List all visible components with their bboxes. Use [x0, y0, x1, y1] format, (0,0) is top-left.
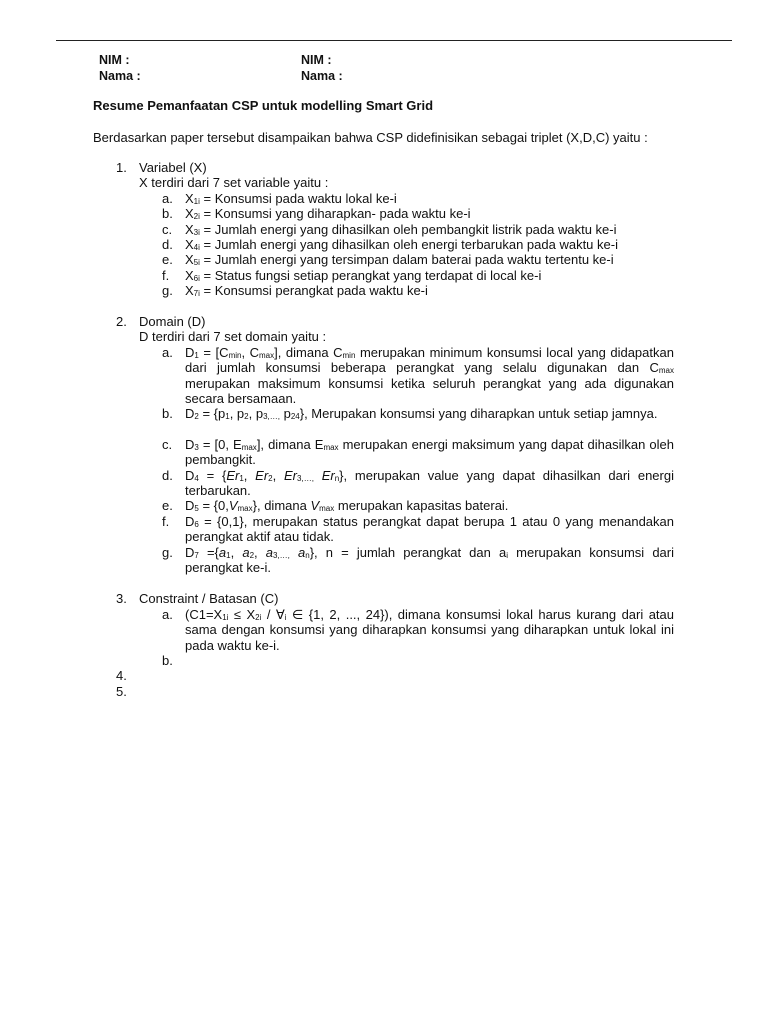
variable-item-letter: a. [162, 191, 173, 206]
domain-item-letter: c. [162, 437, 173, 452]
nim-label-1: NIM : [99, 53, 130, 67]
section-1-number: 1. [116, 160, 127, 175]
variable-item-text: $X_{6i}$ = Status fungsi setiap perangkat yang terdapat di local ke-i [185, 268, 542, 283]
variable-item-text: $X_{1i}$ = Konsumsi pada waktu lokal ke-i [185, 191, 397, 206]
section-2-number: 2. [116, 314, 127, 329]
section-1-desc: X terdiri dari 7 set variable yaitu : [139, 175, 329, 190]
domain-item-letter: f. [162, 514, 170, 529]
domain-item-text: $D_7 =\{a_1$, $a_2$, $a_{3,\dots,}$ $a_n$}, n = jumlah perangkat dan $a_i$ merupakan konsumsi dari perangkat ke-i. [185, 545, 674, 576]
nama-label-1: Nama : [99, 69, 141, 83]
domain-item-letter: a. [162, 345, 173, 360]
domain-item-letter: b. [162, 406, 173, 421]
variable-item-text: $X_{4i}$ = Jumlah energi yang dihasilkan oleh energi terbarukan pada waktu ke-i [185, 237, 618, 252]
nim-label-2: NIM : [301, 53, 332, 67]
variable-item-text: $X_{5i}$ = Jumlah energi yang tersimpan dalam baterai pada waktu tertentu ke-i [185, 252, 614, 267]
intro-paragraph: Berdasarkan paper tersebut disampaikan bahwa CSP didefinisikan sebagai triplet (X,D,C) yaitu : [93, 130, 648, 145]
section-3-number: 3. [116, 591, 127, 606]
section-4-number: 4. [116, 668, 127, 683]
domain-item-letter: d. [162, 468, 173, 483]
variable-item-letter: c. [162, 222, 173, 237]
constraint-item-letter: a. [162, 607, 173, 622]
variable-item-text: $X_{2i}$ = Konsumsi yang diharapkan- pada waktu ke-i [185, 206, 471, 221]
domain-item-letter: e. [162, 498, 173, 513]
domain-item-text: $D_4 = \{Er_1$, $Er_2$, $Er_{3,\dots,}$ $Er_n$}, merupakan value yang dapat dihasilkan dari energi terbarukan. [185, 468, 674, 499]
domain-item-text: $D_5 = \{0,V_{max}\}$, dimana $V_{max}$ merupakan kapasitas baterai. [185, 498, 509, 513]
variable-item-letter: g. [162, 283, 173, 298]
constraint-item-letter: b. [162, 653, 173, 668]
section-5-number: 5. [116, 684, 127, 699]
domain-item-text: $D_6 = \{0,1\}$, merupakan status perangkat dapat berupa 1 atau 0 yang menandakan perangkat aktif atau tidak. [185, 514, 674, 545]
section-3-heading: Constraint / Batasan (C) [139, 591, 279, 606]
variable-item-letter: d. [162, 237, 173, 252]
section-2-heading: Domain (D) [139, 314, 206, 329]
variable-item-text: $X_{3i}$ = Jumlah energi yang dihasilkan oleh pembangkit listrik pada waktu ke-i [185, 222, 617, 237]
variable-item-letter: e. [162, 252, 173, 267]
section-1-heading: Variabel (X) [139, 160, 207, 175]
constraint-item-text: ($C1=X_{1i} \le X_{2i}$ / $\forall_i$ ∈ {1, 2, ..., 24}), dimana konsumsi lokal harus kurang dari atau sama dengan konsumsi yang diharapkan konsumsi yang diharapkan untuk lokal ini pada waktu ke-i. [185, 607, 674, 653]
document-title: Resume Pemanfaatan CSP untuk modelling Smart Grid [93, 98, 434, 113]
domain-item-text: $D_2 = \{p_1$, $p_2$, $p_{3,\dots,}$ $p_{24}$}, Merupakan konsumsi yang diharapkan untuk setiap jamnya. [185, 406, 658, 421]
header-rule [56, 40, 732, 41]
domain-item-letter: g. [162, 545, 173, 560]
variable-item-letter: f. [162, 268, 170, 283]
domain-item-text: $D_1 = [C_{min}$, $C_{max}$], dimana $C_{min}$ merupakan minimum konsumsi local yang didapatkan dari jumlah konsumsi beberapa perangkat yang selalu digunakan dan $C_{max}$ merupakan maksimum konsumsi ketika seluruh perangkat yang ada digunakan secara bersamaan. [185, 345, 674, 406]
variable-item-letter: b. [162, 206, 173, 221]
section-2-desc: D terdiri dari 7 set domain yaitu : [139, 329, 327, 344]
domain-item-text: $D_3 = [0$, $E_{max}$], dimana $E_{max}$ merupakan energi maksimum yang dapat dihasilkan oleh pembangkit. [185, 437, 674, 468]
nama-label-2: Nama : [301, 69, 343, 83]
variable-item-text: $X_{7i}$ = Konsumsi perangkat pada waktu ke-i [185, 283, 428, 298]
